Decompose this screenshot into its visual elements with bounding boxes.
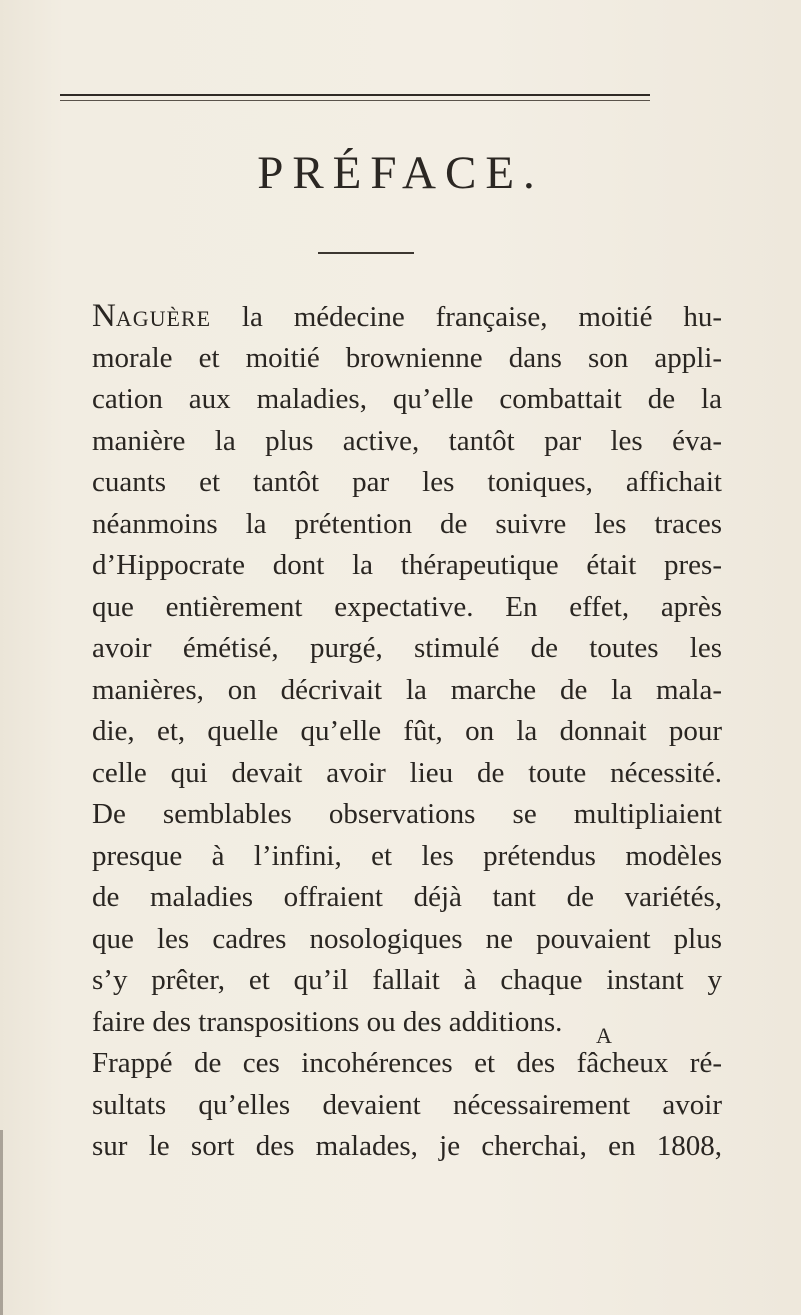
text-line-7: d’Hippocrate dont la thérapeutique était pres- bbox=[92, 549, 722, 581]
text-line-13: De semblables observations se multipliaient bbox=[92, 798, 722, 830]
text-line-15: de maladies offraient déjà tant de variétés, bbox=[92, 881, 722, 913]
text-line-16: que les cadres nosologiques ne pouvaient plus bbox=[92, 922, 722, 955]
text-line-11: die, et, quelle qu’elle fût, on la donnait pour bbox=[92, 715, 722, 747]
page-title: PRÉFACE. bbox=[257, 147, 544, 199]
preface-body bbox=[92, 296, 722, 1168]
top-rule-thin bbox=[60, 100, 650, 101]
text-line-10: manières, on décrivait la marche de la mala- bbox=[92, 673, 722, 706]
page-edge-shadow bbox=[0, 1130, 3, 1315]
text-line-8: que entièrement expectative. En effet, après bbox=[92, 590, 722, 623]
first-word-small-caps: AGUÈRE bbox=[115, 306, 212, 331]
signature-mark: A bbox=[596, 1023, 612, 1048]
text-line-17: s’y prêter, et qu’il fallait à chaque instant y bbox=[92, 964, 722, 996]
text-line-6: néanmoins la prétention de suivre les traces bbox=[92, 507, 722, 540]
text-line-4: manière la plus active, tantôt par les éva- bbox=[92, 424, 722, 457]
text-line-14: presque à l’infini, et les prétendus modèles bbox=[92, 839, 722, 872]
text-line-5: cuants et tantôt par les toniques, affichait bbox=[92, 466, 722, 498]
first-line-rest: la médecine française, moitié hu- bbox=[211, 301, 722, 333]
top-rule bbox=[60, 94, 650, 96]
text-line-19: Frappé de ces incohérences et des fâcheux ré- bbox=[92, 1047, 722, 1079]
text-line-1 bbox=[92, 296, 722, 338]
text-line-18: faire des transpositions ou des additions. bbox=[92, 1005, 563, 1038]
text-line-3: cation aux maladies, qu’elle combattait de la bbox=[92, 383, 722, 415]
text-line-20: sultats qu’elles devaient nécessairement avoir bbox=[92, 1088, 722, 1121]
text-line-12: celle qui devait avoir lieu de toute nécessité. bbox=[92, 756, 722, 789]
drop-cap: N bbox=[92, 298, 116, 334]
text-line-21: sur le sort des malades, je cherchai, en 1808, bbox=[92, 1130, 722, 1162]
title-divider bbox=[318, 252, 414, 254]
text-line-9: avoir émétisé, purgé, stimulé de toutes les bbox=[92, 632, 722, 664]
text-line-2: morale et moitié brownienne dans son appli- bbox=[92, 341, 722, 374]
